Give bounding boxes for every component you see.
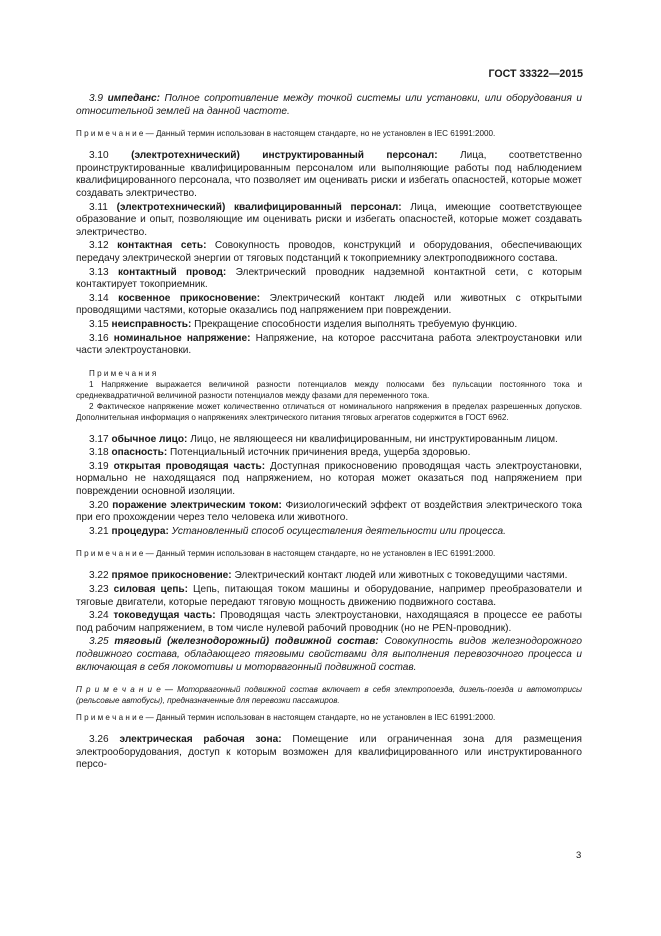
term-3-14 (76, 293, 582, 318)
note-1: 1 Напряжение выражается величиной разности потенциалов между полюсами без пульсации постоянного тока и среднеквадратичной величиной разности потенциалов между фазами для переменного тока. (76, 379, 582, 400)
term-definition: Цепь, питающая током машины и оборудование, например преобразователи и тяговые двигатели, которые передают тяговую мощность движению подвижного состава. (76, 584, 582, 608)
term-definition: Проводящая часть электроустановки, находящаяся в процессе ее работы под рабочим напряжением, в том числе нулевой рабочий проводник (но не PEN-проводник). (76, 610, 583, 634)
term-3-23 (76, 584, 582, 609)
term-number: 3.23 (89, 584, 109, 596)
term-definition: Физиологический эффект от воздействия электрического тока при его прохождении через тело человека или животного. (76, 499, 582, 524)
term-definition: Лицо, не являющееся ни квалифицированным, ни инструктированным лицом. (187, 433, 558, 445)
term-name: силовая цепь: (113, 584, 188, 596)
note-label: П р и м е ч а н и е (76, 685, 161, 695)
term-3-17 (76, 434, 582, 447)
note-text: — Данный термин использован в настоящем стандарте, но не установлен в IEC 61991:2000. (143, 129, 496, 139)
note-label: П р и м е ч а н и е (76, 549, 144, 559)
notes-title: П р и м е ч а н и я (89, 368, 157, 378)
page-number: 3 (576, 850, 582, 861)
term-number: 3.17 (89, 433, 109, 445)
term-name: неисправность: (111, 318, 192, 330)
term-definition: Лица, соответственно проинструктированные квалифицированным персоналом или выполняющие работы под наблюдением квалифицированного персонала, что позволяет им оценивать риски и избегать опасностей, которые может создавать электричество. (76, 150, 582, 199)
term-name: опасность: (111, 447, 168, 459)
notes (76, 368, 582, 423)
term-number: 3.24 (89, 610, 109, 622)
term-3-20 (76, 500, 582, 525)
term-3-19 (76, 461, 582, 499)
term-number: 3.10 (89, 150, 109, 162)
term-definition: Напряжение, на которое рассчитана работа электроустановки или части электроустановки. (76, 332, 582, 357)
term-number: 3.21 (89, 525, 109, 537)
term-definition: Потенциальный источник причинения вреда, ущерба здоровью. (167, 447, 471, 459)
term-number: 3.11 (89, 201, 108, 213)
note-label: П р и м е ч а н и е (76, 713, 144, 723)
term-definition: Прекращение способности изделия выполнять требуемую функцию. (191, 318, 518, 330)
term-name: электрическая рабочая зона: (119, 734, 282, 746)
term-name: номинальное напряжение: (113, 332, 251, 344)
note-2: 2 Фактическое напряжение может количественно отличаться от номинального напряжения в пределах разрешенных допусков. Дополнительная информация о напряжениях электрического питания тяговых агрегатов содержится в ГОСТ 6962. (76, 401, 582, 422)
term-3-24 (76, 610, 582, 635)
term-number: 3.19 (89, 460, 109, 472)
term-3-12 (76, 240, 582, 265)
term-3-15 (76, 319, 582, 332)
term-3-25 (76, 636, 582, 674)
term-name: контактный провод: (118, 266, 227, 278)
term-number: 3.22 (89, 570, 109, 582)
term-name: поражение электрическим током: (112, 499, 282, 511)
note-text: — Данный термин использован в настоящем стандарте, но не установлен в IEC 61991:2000. (143, 549, 496, 559)
term-name: контактная сеть: (117, 240, 207, 252)
term-name: прямое прикосновение: (111, 570, 232, 582)
term-definition: Совокупность видов железнодорожного подвижного состава, обладающего тяговыми свойствами для выполнения перевозочного процесса и включающая в себя локомотивы и моторвагонный подвижной состав. (76, 636, 582, 673)
term-name: косвенное прикосновение: (118, 292, 261, 304)
term-definition: Совокупность проводов, конструкций и оборудования, обеспечивающих передачу электрической энергии от тяговых подстанций к токоприемнику электроподвижного состава. (76, 240, 582, 264)
term-name: процедура: (111, 525, 169, 537)
term-number: 3.16 (89, 332, 109, 344)
term-3-10 (76, 150, 582, 200)
term-definition: Электрический контакт людей или животных с открытыми проводящими частями, которые оказались под напряжением при повреждении. (76, 292, 582, 317)
term-name: импеданс: (107, 93, 161, 104)
note (76, 128, 582, 139)
term-name: тяговый (железнодорожный) подвижной состав: (114, 636, 379, 648)
term-definition: Помещение или ограниченная зона для размещения электрооборудования, доступ к которым возможен для квалифицированного или инструктированного персо- (76, 734, 582, 771)
term-3-13 (76, 267, 582, 292)
term-3-9 (76, 93, 582, 118)
note-text: — Данный термин использован в настоящем стандарте, но не установлен в IEC 61991:2000. (143, 713, 496, 723)
term-name: обычное лицо: (111, 433, 188, 445)
term-3-18 (76, 447, 582, 460)
note-italic (76, 684, 582, 706)
term-number: 3.18 (89, 447, 109, 459)
term-definition: Доступная прикосновению проводящая часть электроустановки, нормально не находящаяся под напряжением, но которая может оказаться под напряжением при повреждении основной изоляции. (76, 460, 582, 498)
term-3-16 (76, 333, 582, 358)
notes (76, 684, 582, 723)
term-definition: Электрический контакт людей или животных с токоведущими частями. (231, 570, 568, 582)
term-number: 3.26 (89, 734, 109, 746)
term-3-11 (76, 202, 582, 240)
term-name: (электротехнический) квалифицированный персонал: (116, 201, 402, 213)
note-text: — Моторвагонный подвижной состав включает в себя электропоезда, дизель-поезда и автомотрисы (рельсовые автобусы), предназначенные для перевозки пассажиров. (76, 685, 582, 706)
term-definition: Электрический проводник надземной контактной сети, с которым контактирует токоприемник. (76, 266, 582, 291)
term-number: 3.13 (89, 266, 109, 278)
note-label: П р и м е ч а н и е (76, 129, 144, 139)
term-name: (электротехнический) инструктированный персонал: (131, 150, 438, 162)
document-header: ГОСТ 33322—2015 (488, 68, 583, 80)
term-name: открытая проводящая часть: (113, 460, 266, 472)
term-3-26 (76, 734, 582, 772)
term-definition: Лица, имеющие соответствующее образование и опыт, позволяющие им оценивать риски и избегать опасностей, которые может создавать электричество. (76, 201, 582, 238)
term-3-22 (76, 570, 582, 583)
term-number: 3.15 (89, 318, 109, 330)
term-number: 3.20 (89, 499, 109, 511)
term-number: 3.12 (89, 240, 109, 252)
term-number: 3.25 (89, 636, 109, 648)
terms-section (76, 93, 582, 773)
term-number: 3.14 (89, 292, 109, 304)
term-definition: Полное сопротивление между точкой системы или установки, или оборудования и относительной землей на данной частоте. (76, 93, 582, 117)
term-name: токоведущая часть: (113, 610, 216, 622)
term-definition: Установленный способ осуществления деятельности или процесса. (168, 525, 506, 537)
term-number: 3.9 (89, 93, 104, 104)
note (76, 548, 582, 559)
term-3-21 (76, 526, 582, 539)
note (76, 712, 582, 723)
